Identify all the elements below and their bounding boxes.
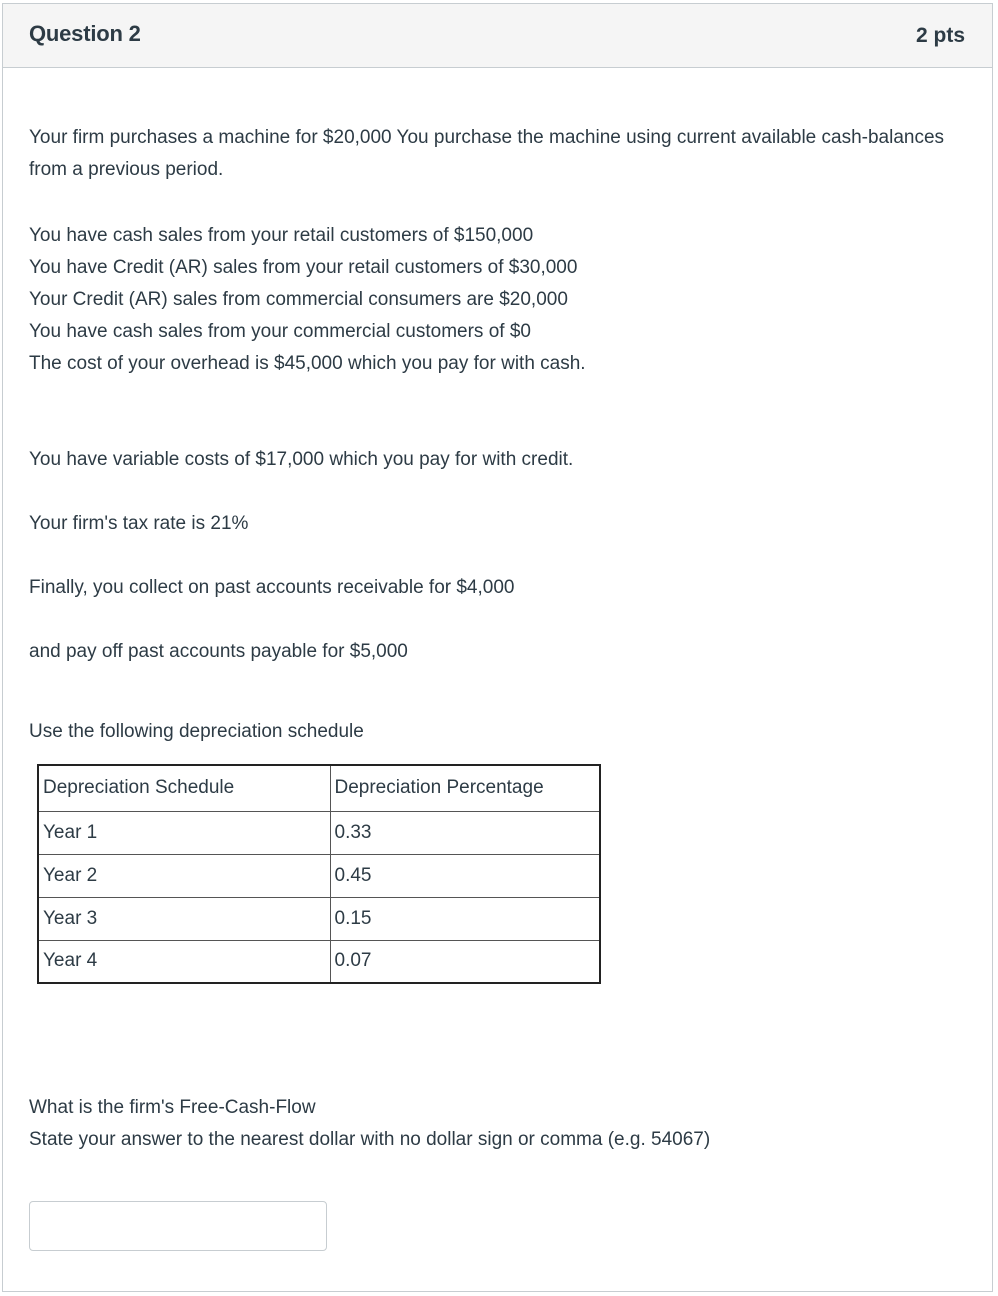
- table-cell: Year 1: [38, 811, 330, 854]
- table-cell: 0.33: [330, 811, 600, 854]
- table-header-cell: Depreciation Percentage: [330, 765, 600, 811]
- sales-line: You have cash sales from your retail customers of $150,000: [29, 225, 534, 246]
- collect-ar-paragraph: Finally, you collect on past accounts receivable for $4,000: [29, 577, 515, 598]
- question-header: [3, 4, 992, 68]
- use-schedule-paragraph: Use the following depreciation schedule: [29, 721, 364, 742]
- table-cell: 0.07: [330, 940, 600, 983]
- question-card: [2, 3, 993, 1292]
- table-header-row: [38, 765, 600, 811]
- table-cell: 0.15: [330, 897, 600, 940]
- table-cell: Year 4: [38, 940, 330, 983]
- question-title: Question 2: [29, 21, 141, 46]
- tax-rate-paragraph: Your firm's tax rate is 21%: [29, 513, 249, 534]
- table-row: [38, 811, 600, 854]
- answer-input[interactable]: [29, 1201, 327, 1251]
- sales-line: You have cash sales from your commercial customers of $0: [29, 321, 531, 342]
- payoff-ap-paragraph: and pay off past accounts payable for $5,000: [29, 641, 408, 662]
- sales-line: Your Credit (AR) sales from commercial consumers are $20,000: [29, 289, 568, 310]
- question-line: State your answer to the nearest dollar with no dollar sign or comma (e.g. 54067): [29, 1129, 711, 1150]
- table-row: [38, 897, 600, 940]
- variable-costs-paragraph: You have variable costs of $17,000 which you pay for with credit.: [29, 449, 574, 470]
- sales-paragraph: [29, 220, 586, 380]
- sales-line: The cost of your overhead is $45,000 which you pay for with cash.: [29, 353, 586, 374]
- depreciation-table: [37, 764, 601, 984]
- table-header-cell: Depreciation Schedule: [38, 765, 330, 811]
- question-prompt: [29, 1092, 710, 1156]
- table-row: [38, 940, 600, 983]
- table-cell: Year 2: [38, 854, 330, 897]
- table-cell: Year 3: [38, 897, 330, 940]
- question-line: What is the firm's Free-Cash-Flow: [29, 1097, 316, 1118]
- sales-line: You have Credit (AR) sales from your retail customers of $30,000: [29, 257, 578, 278]
- question-points: 2 pts: [915, 24, 965, 47]
- table-cell: 0.45: [330, 854, 600, 897]
- table-row: [38, 854, 600, 897]
- intro-paragraph: Your firm purchases a machine for $20,000 You purchase the machine using current available cash-balances from a previous period.: [29, 127, 945, 180]
